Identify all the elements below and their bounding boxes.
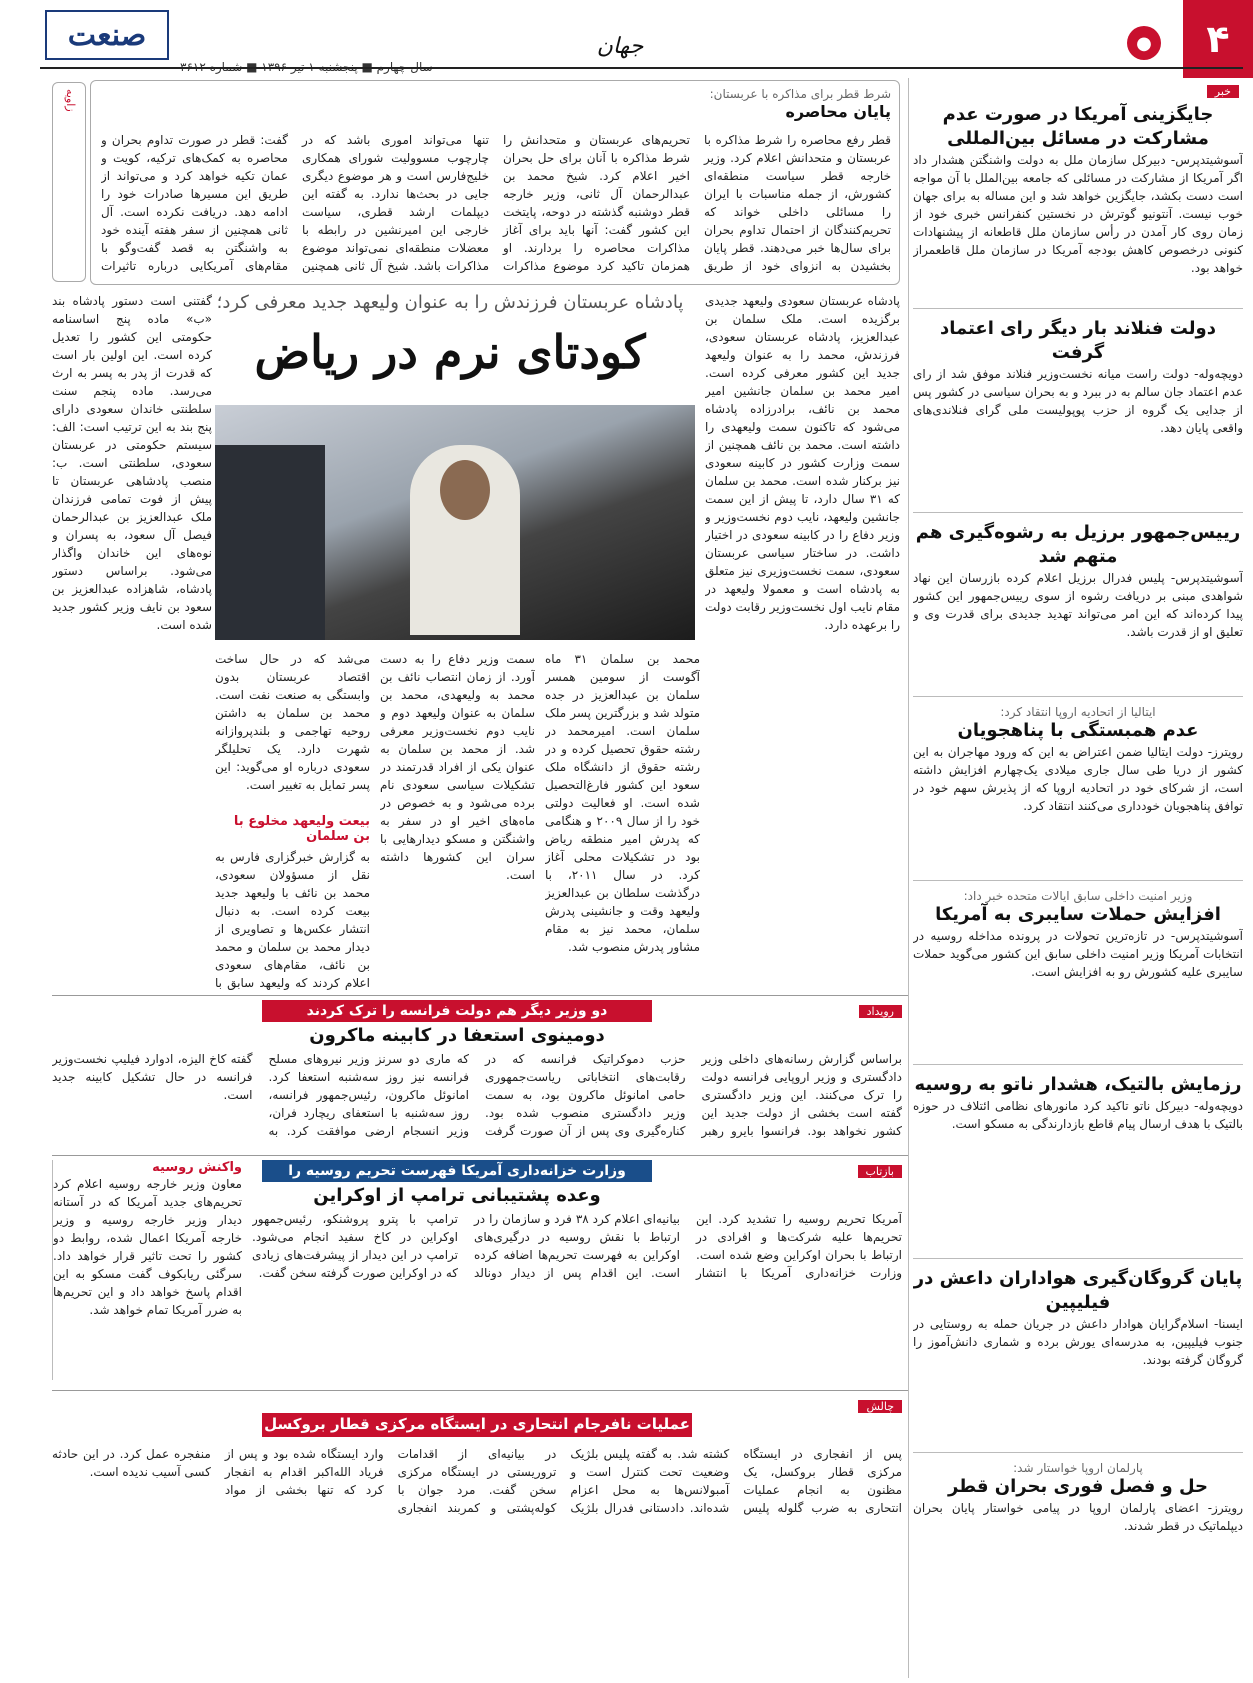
sidebar-item-title: رییس‌جمهور برزیل به رشوه‌گیری هم متهم شد: [915, 522, 1241, 567]
sidebar: [913, 78, 1243, 1678]
divider: [52, 995, 908, 996]
zone-box: [52, 82, 86, 282]
france-body: براساس گزارش رسانه‌های داخلی وزیر دادگستری و وزیر اروپایی فرانسه دولت را ترک می‌کنند. این وزیر دادگستری گفته است بخشی از دولت جدید این کشور نخواهد بود. فرانسوا بایرو رهبر حزب دموکراتیک فرانسه که در رقابت‌های انتخاباتی ریاست‌جمهوری حامی امانوئل ماکرون بود، به سمت وزیر دادگستری منصوب شده بود. کناره‌گیری وی پس از آن صورت گرفت که ماری دو سرنز وزیر نیروهای مسلح فرانسه نیز روز سه‌شنبه استعفا کرد. امانوئل ماکرون، رئیس‌جمهور فرانسه، روز سه‌شنبه با استعفای ریچارد فران، وزیر انسجام ارضی موافقت کرد. به گفته کاخ الیزه، ادوارد فیلیپ نخست‌وزیر فرانسه در حال تشکیل کابینه جدید است.: [52, 1052, 902, 1138]
main-col-5: [215, 650, 370, 990]
main-col-1: پادشاه عربستان سعودی ولیعهد جدیدی برگزیده است. ملک سلمان بن عبدالعزیز، پادشاه عربستان سعودی، فرزندش، محمد را به عنوان ولیعهد جدید این کشور معرفی کرده است. امیر محمد بن سلمان جانشین امیر محمد بن نائف، برادرزاده پادشاه می‌شود که تاکنون سمت ولیعهدی را داشته است. محمد بن نائف همچنین از سمت وزارت کشور در کابینه سعودی نیز برکنار شده است. محمد بن سلمان که ۳۱ سال دارد، تا پیش از این سمت جانشین ولیعهد، نایب دوم نخست‌وزیر و وزیر دفاع را در کابینه سعودی در اختیار داشت. در ساختار سیاسی عربستان سعودی، سمت نخست‌وزیری نیز متعلق به پادشاه است و معمولا ولیعهد در مقام نایب اول نخست‌وزیر رقابت دولت را برعهده دارد.: [705, 294, 900, 632]
france-tag-wrap: [842, 1000, 902, 1019]
sidebar-item: [913, 1073, 1243, 1259]
sidebar-item: [913, 705, 1243, 881]
sidebar-item: [913, 521, 1243, 697]
zone-tag: زاویه: [64, 89, 77, 112]
newspaper-logo: صنعت: [45, 10, 169, 60]
brussels-tag-wrap: [842, 1395, 902, 1414]
sidebar-item-body: رویترز- دولت ایتالیا ضمن اعتراض به این که ورود مهاجران به این کشور از دریا طی سال جاری میلادی یک‌چهارم افزایش داشته است، از شرکای خود در اتحادیه اروپا که از پذیرش سهم خود در توافق پناهجویان خودداری می‌کنند انتقاد کرد.: [913, 745, 1243, 813]
main-col-3: محمد بن سلمان ۳۱ ماه آگوست از سومین همسر سلمان بن عبدالعزیز در جده متولد شد و بزرگترین پسر ملک سلمان است. امیرمحمد در رشته حقوق تحصیل کرده و در رشته حقوق از دانشگاه ملک سعود این کشور فارغ‌التحصیل شده است. او فعالیت دولتی خود را از سال ۲۰۰۹ و هنگامی که پدرش امیر منطقه ریاض بود در تشکیلات محلی آغاز کرد. در سال ۲۰۱۱، با درگذشت سلطان بن عبدالعزیز ولیعهد وقت و جانشینی پدرش سلمان، محمد نیز به مقام مشاور پدرش منصوب شد.: [545, 652, 700, 954]
france-story: [52, 1000, 902, 1150]
sidebar-item: [913, 1267, 1243, 1453]
sidebar-item-kicker: وزیر امنیت داخلی سابق ایالات متحده خبر داد:: [963, 889, 1193, 903]
france-title: دومینوی استعفا در کابینه ماکرون: [309, 1025, 605, 1046]
divider: [52, 1390, 908, 1391]
sidebar-item-body: ایسنا- اسلام‌گرایان هوادار داعش در جریان حمله به روستایی در جنوب فیلیپین، به مدرسه‌ای یورش برده و شماری دانش‌آموز را گروگان گرفته بودند.: [913, 1317, 1243, 1367]
sidebar-item: [913, 317, 1243, 513]
divider: [52, 1155, 908, 1156]
us-kicker: وزارت خزانه‌داری آمریکا فهرست تحریم روسیه را: [262, 1160, 652, 1182]
top-story-title: پایان محاصره: [785, 102, 891, 121]
sidebar-item-title: جایگزینی آمریکا در صورت عدم مشارکت در مسائل بین‌المللی: [942, 104, 1214, 149]
top-story-kicker: شرط قطر برای مذاکره با عربستان:: [709, 87, 891, 101]
main-subhead: بیعت ولیعهد مخلوع با بن سلمان: [233, 814, 370, 844]
russia-reaction: [52, 1160, 242, 1380]
sidebar-item: [913, 103, 1243, 309]
russia-reaction-title: واکنش روسیه: [152, 1160, 242, 1175]
sidebar-item-body: آسوشیتدپرس- در تازه‌ترین تحولات در پرونده مداخله روسیه در انتخابات آمریکا وزیر امنیت داخلی سابق این کشور می‌گوید حملات سایبری علیه کشورش رو به افزایش است.: [913, 929, 1243, 979]
main-photo: [215, 405, 695, 640]
sidebar-item-body: آسوشیتدپرس- دبیرکل سازمان ملل به دولت واشنگتن هشدار داد اگر آمریکا از مشارکت در مسائلی که جامعه بین‌الملل با آن مواجه است دست بکشد، جایگزین خواهد شد و این مساله به برای جهان خوب نیست. آنتونیو گوترش در نخستین کنفرانس خبری خود از زمان روی کار آمدن در رأس سازمان ملل قاطعانه از پیشنهادات کنونی درخصوص کاهش بودجه آمریکا در سازمان ملل قاطعمراز خواهد بود.: [913, 153, 1243, 275]
main-col-4: سمت وزیر دفاع را به دست آورد. از زمان انتصاب نائف بن محمد به ولیعهدی، محمد بن سلمان به عنوان ولیعهد دوم و نایب دوم نخست‌وزیر معرفی شد. از محمد بن سلمان به عنوان یکی از افراد قدرتمند در تشکیلات سیاسی سعودی نام برده می‌شود و به خصوص در ماه‌های اخیر او در سفر به واشنگتن و مسکو دیدارهایی با سران این کشورها داشته است.: [380, 652, 535, 882]
sidebar-item-title: رزمایش بالتیک، هشدار ناتو به روسیه: [914, 1074, 1242, 1095]
us-tag: بازتاب: [858, 1165, 903, 1178]
main-col-5b: به گزارش خبرگزاری فارس به نقل از مسؤولان سعودی، محمد بن نائف با ولیعهد جدید بیعت کرده است. به دنبال انتشار عکس‌ها و تصاویری از دیدار محمد بن سلمان و محمد بن نائف، مقام‌های سعودی اعلام کردند که ولیعهد سابق با: [215, 850, 370, 990]
main-col-5-text: می‌شد که در حال ساخت اقتصاد عربستان بدون وابستگی به صنعت نفت است. محمد بن سلمان به داشتن روحیه تهاجمی و بلندپروازانه شهرت دارد. یک تحلیلگر سعودی درباره او می‌گوید: این پسر تمایل به تغییر است.: [215, 652, 370, 792]
section-title: جهان: [596, 34, 644, 59]
sidebar-item-kicker: ایتالیا از اتحادیه اروپا انتقاد کرد:: [1000, 705, 1156, 719]
header-rule: [40, 67, 1243, 69]
us-story: [52, 1160, 902, 1385]
sidebar-item-title: افزایش حملات سایبری به آمریکا: [935, 904, 1221, 925]
us-title: وعده پشتیبانی ترامپ از اوکراین: [313, 1185, 601, 1206]
sidebar-item: [913, 889, 1243, 1065]
sidebar-tag: خبر: [1207, 85, 1239, 98]
russia-reaction-body: معاون وزیر خارجه روسیه اعلام کرد تحریم‌های جدید آمریکا که در آستانه دیدار وزیر خارجه روسیه و وزیر خارجه آمریکا اعمال شده، روابط دو کشور را تحت تاثیر قرار خواهد داد. سرگئی ریابکوف گفت مسکو به این اقدام پاسخ خواهد داد و این تحریم‌ها به ضرر آمریکا تمام خواهد شد.: [53, 1177, 242, 1317]
us-tag-wrap: [842, 1160, 902, 1179]
main-title: کودتای نرم در ریاض: [254, 325, 646, 379]
sidebar-item-body: آسوشیتدپرس- پلیس فدرال برزیل اعلام کرده بازرسان این نهاد شواهدی مبنی بر دریافت رشوه از سوی رییس‌جمهور این کشور پیدا کرده‌اند که این امر می‌تواند تهدید جدیدی برای قدرت وی و تعلیق او از قدرت باشد.: [913, 571, 1243, 639]
brussels-tag: چالش: [858, 1400, 902, 1413]
france-kicker: دو وزیر دیگر هم دولت فرانسه را ترک کردند: [262, 1000, 652, 1022]
brussels-story: [52, 1395, 902, 1675]
top-story-body: قطر رفع محاصره را شرط مذاکره با عربستان و متحدانش اعلام کرد. وزیر خارجه قطر سیاست منطقه‌ای کشورش، از جمله مناسبات با ایران را مسائلی داخلی خواند که تحریم‌کنندگان از احتمال تداوم بحران برای سال‌ها خبر می‌دهند. قطر پایان بخشیدن به انزوای خود از طریق تحریم‌های عربستان و متحدانش را شرط مذاکره با آنان برای حل بحران اخیر اعلام کرد. شیخ محمد بن عبدالرحمان آل ثانی، وزیر خارجه قطر دوشنبه گذشته در دوحه، پایتخت این کشور گفت: آنها باید برای آغاز مذاکرات محاصره را بردارند. او همزمان تاکید کرد موضوع مذاکرات تنها می‌تواند اموری باشد که در چارچوب مسوولیت شورای همکاری خلیج‌فارس است و هر موضوع دیگری جایی در بحث‌ها ندارد. به گفته این دیپلمات ارشد قطری، سیاست خارجی این امیرنشین در رابطه با معضلات منطقه‌ای نمی‌تواند موضوع مذاکرات باشد. شیخ آل ثانی همچنین گفت: قطر در صورت تداوم بحران و محاصره به کمک‌های ترکیه، کویت و عمان تکیه خواهد کرد و می‌تواند از طریق این مسیرها صادرات خود را ادامه دهد. دریافت نکرده است. آل ثانی همچنین از سفر هفته آینده خود به واشنگتن به قصد گفت‌وگو با مقام‌های آمریکایی درباره تاثیرات: [101, 133, 891, 273]
us-body: آمریکا تحریم روسیه را تشدید کرد. این تحریم‌ها علیه شرکت‌ها و افرادی در ارتباط با بحران اوکراین وضع شده است. وزارت خزانه‌داری آمریکا با انتشار بیانیه‌ای اعلام کرد ۳۸ فرد و سازمان را در ارتباط با نقش روسیه در درگیری‌های اوکراین به فهرست تحریم‌ها اضافه کرده است. این اقدام پس از دیدار دونالد ترامپ با پترو پروشنکو، رئیس‌جمهور اوکراین در کاخ سفید انجام می‌شود. ترامپ در این دیدار از پیشرفت‌های زیادی که در اوکراین صورت گرفته سخن گفت.: [252, 1212, 902, 1280]
sidebar-item: [913, 1461, 1243, 1611]
brussels-body: پس از انفجاری در ایستگاه مرکزی قطار بروکسل، یک مظنون به انجام عملیات انتحاری به ضرب گلوله پلیس کشته شد. به گفته پلیس بلژیک وضعیت تحت کنترل است و آمبولانس‌ها به محل اعزام شده‌اند. دادستانی فدرال بلژیک در بیانیه‌ای از اقدامات تروریستی در ایستگاه مرکزی سخن گفت. مرد جوان با کوله‌پشتی و کمربند انفجاری وارد ایستگاه شده بود و پس از فریاد الله‌اکبر اقدام به انفجار کرد که تنها بخشی از مواد منفجره عمل کرد. در این حادثه کسی آسیب ندیده است.: [52, 1447, 902, 1515]
main-col-2: گفتنی است دستور پادشاه بند «ب» ماده پنج اساسنامه حکومتی این کشور را تعدیل کرده است. این اولین بار است که قدرت از پدر به پسر به ارث می‌رسد. ماده پنجم سنت سلطنتی خاندان سعودی دارای پنج بند به این ترتیب است: الف: سیستم حکومتی در عربستان سعودی، سلطنتی است. ب: منصب پادشاهی عربستان تا پیش از فوت تمامی فرزندان ملک عبدالعزیز بن عبدالرحمان فیصل آل سعود، به پسران و نوه‌های این خاندان واگذار می‌شود. براساس دستور پادشاه، شاهزاده عبدالعزیز بن سعود بن نایف وزیر کشور جدید شده است.: [52, 294, 212, 632]
sidebar-item-title: پایان گروگان‌گیری هواداران داعش در فیلیپین: [913, 1268, 1243, 1313]
france-tag: رویداد: [859, 1005, 902, 1018]
sidebar-item-body: رویترز- اعضای پارلمان اروپا در پیامی خواستار پایان بحران دیپلماتیک در قطر شدند.: [913, 1501, 1243, 1533]
photo-face: [440, 460, 490, 520]
photo-left-figure: [215, 445, 325, 640]
sidebar-item-body: دویچه‌وله- دبیرکل ناتو تاکید کرد مانورهای نظامی ائتلاف در حوزه بالتیک با هدف ارسال پیام قاطع بازدارندگی به مسکو است.: [913, 1099, 1243, 1131]
main-kicker: پادشاه عربستان فرزندش را به عنوان ولیعهد جدید معرفی کرد؛: [216, 292, 684, 313]
top-story-box: [90, 80, 900, 285]
sidebar-item-title: عدم همبستگی با پناهجویان: [957, 720, 1199, 741]
globe-icon: ●: [1127, 26, 1161, 60]
sidebar-item-title: دولت فنلاند بار دیگر رای اعتماد گرفت: [940, 318, 1216, 363]
sidebar-divider: [908, 78, 909, 1678]
page-number: ۴: [1183, 0, 1253, 78]
sidebar-item-title: حل و فصل فوری بحران قطر: [947, 1476, 1209, 1497]
brussels-title: عملیات نافرجام انتحاری در ایستگاه مرکزی قطار بروکسل: [262, 1413, 692, 1437]
sidebar-item-kicker: پارلمان اروپا خواستار شد:: [1013, 1461, 1143, 1475]
sidebar-item-body: دویچه‌وله- دولت راست میانه نخست‌وزیر فنلاند موفق شد از رای عدم اعتماد جان سالم به در ببرد و به بحران سیاسی در کشور پس از جدایی یک گروه از حزب پوپولیست ملی گرای فنلاندی‌های واقعی پایان دهد.: [913, 367, 1243, 435]
